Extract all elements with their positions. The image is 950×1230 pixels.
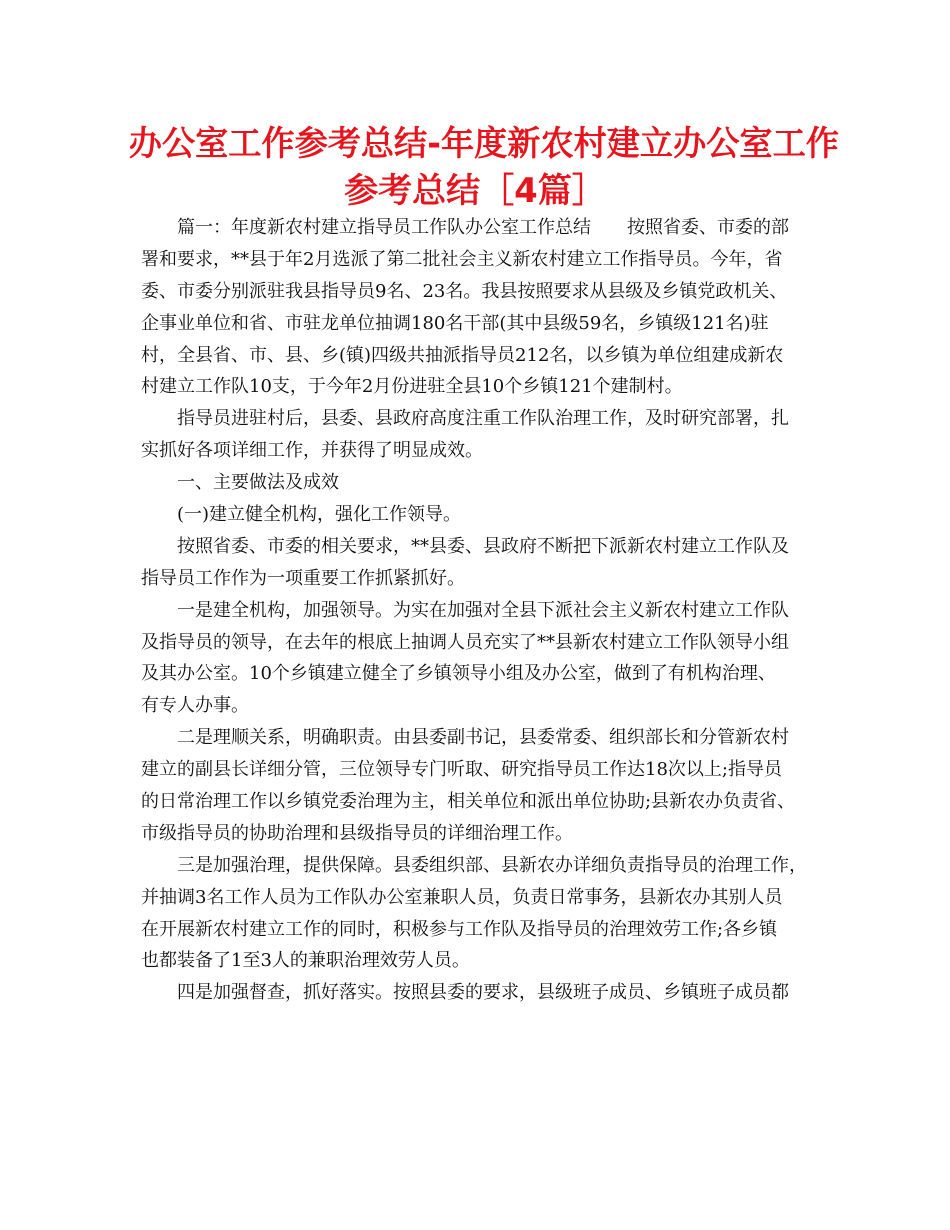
body-line: 市级指导员的协助治理和县级指导员的详细治理工作。 xyxy=(141,822,573,844)
body-line: 按照省委、市委的相关要求，**县委、县政府不断把下派新农村建立工作队及 xyxy=(177,535,789,557)
body-line: 署和要求，**县于年2月选派了第二批社会主义新农村建立工作指导员。今年，省 xyxy=(141,248,783,270)
body-line: 三是加强治理，提供保障。县委组织部、县新农办详细负责指导员的治理工作， xyxy=(177,854,807,876)
body-line: 企事业单位和省、市驻龙单位抽调180名干部(其中县级59名，乡镇级121名)驻 xyxy=(141,312,769,334)
body-line: 及指导员的领导，在去年的根底上抽调人员充实了**县新农村建立工作队领导小组 xyxy=(141,631,789,653)
section-heading: 一、主要做法及成效 xyxy=(177,472,339,494)
body-line: 并抽调3名工作人员为工作队办公室兼职人员，负责日常事务，县新农办其别人员 xyxy=(141,886,783,908)
body-line: 篇一：年度新农村建立指导员工作队办公室工作总结 按照省委、市委的部 xyxy=(177,217,789,238)
body-line: 村，全县省、市、县、乡(镇)四级共抽派指导员212名，以乡镇为单位组建成新农 xyxy=(141,344,784,366)
body-line: 指导员进驻村后，县委、县政府高度注重工作队治理工作，及时研究部署，扎 xyxy=(177,408,789,430)
body-line: 在开展新农村建立工作的同时，积极参与工作队及指导员的治理效劳工作;各乡镇 xyxy=(141,918,778,940)
body-line: 村建立工作队10支，于今年2月份进驻全县10个乡镇121个建制村。 xyxy=(141,376,683,398)
document-title-line-1: 办公室工作参考总结-年度新农村建立办公室工作 xyxy=(128,124,839,164)
document-body xyxy=(141,212,821,1009)
body-line: 建立的副县长详细分管，三位领导专门听取、研究指导员工作达18次以上;指导员 xyxy=(141,759,782,781)
body-line: 四是加强督查，抓好落实。按照县委的要求，县级班子成员、乡镇班子成员都 xyxy=(177,982,789,1004)
body-line: 二是理顺关系，明确职责。由县委副书记，县委常委、组织部长和分管新农村 xyxy=(177,727,789,749)
body-line: 指导员工作作为一项重要工作抓紧抓好。 xyxy=(141,567,465,589)
body-line: 委、市委分别派驻我县指导员9名、23名。我县按照要求从县级及乡镇党政机关、 xyxy=(141,280,788,302)
body-line: 实抓好各项详细工作，并获得了明显成效。 xyxy=(141,440,483,462)
document-title-line-2: 参考总结［4篇］ xyxy=(344,171,606,211)
body-line: 有专人办事。 xyxy=(141,695,249,717)
body-line: 及其办公室。10个乡镇建立健全了乡镇领导小组及办公室，做到了有机构治理、 xyxy=(141,663,776,685)
body-line: 也都装备了1至3人的兼职治理效劳人员。 xyxy=(141,950,470,972)
body-line: 一是建全机构，加强领导。为实在加强对全县下派社会主义新农村建立工作队 xyxy=(177,599,789,621)
body-line: 的日常治理工作以乡镇党委治理为主，相关单位和派出单位协助;县新农办负责省、 xyxy=(141,791,796,813)
subsection-heading: (一)建立健全机构，强化工作领导。 xyxy=(177,504,462,526)
